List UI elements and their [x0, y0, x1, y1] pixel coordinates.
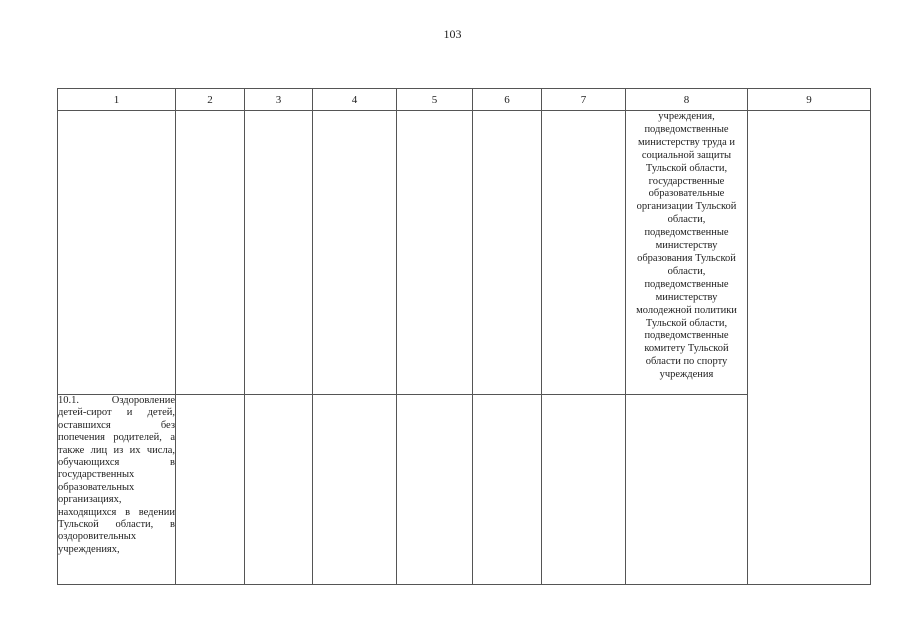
row1-col1: [58, 111, 176, 395]
header-col-9: 9: [748, 89, 871, 111]
header-col-5: 5: [397, 89, 473, 111]
col8-line: области по спорту: [645, 356, 728, 368]
col8-line: области,: [667, 214, 706, 226]
col9-merged-cell: [748, 111, 871, 585]
col8-line: подведомственные: [644, 227, 729, 239]
row1-col3: [245, 111, 313, 395]
row1-col2: [176, 111, 245, 395]
col8-line: молодежной политики: [636, 304, 737, 316]
col8-line: образования Тульской: [637, 252, 736, 264]
header-col-4: 4: [313, 89, 397, 111]
header-col-8: 8: [626, 89, 748, 111]
row1-col7: [542, 111, 626, 395]
row2-col1-measure-text: 10.1. Оздоровление детей-сирот и детей, оставшихся без попечения родителей, а также лиц из их числа, обучающихся в государственных образовательных организациях, находящихся в ведении Тульской области, в оздоровительных учреждениях,: [58, 395, 176, 585]
header-col-6: 6: [473, 89, 542, 111]
col8-line: учреждения: [659, 369, 714, 381]
table-header-row: [58, 89, 871, 111]
row1-col6: [473, 111, 542, 395]
col8-line: области,: [667, 265, 706, 277]
row2-col7: [542, 395, 626, 585]
col8-line: комитету Тульской: [644, 343, 729, 355]
page-number: 103: [443, 27, 462, 41]
row2-col6: [473, 395, 542, 585]
row1-col8-institutions: [626, 111, 748, 395]
row1-col5: [397, 111, 473, 395]
col8-line: образовательные: [648, 188, 725, 200]
table-row: [58, 111, 871, 395]
header-col-7: 7: [542, 89, 626, 111]
col8-line: учреждения,: [658, 111, 715, 122]
row2-col8: [626, 395, 748, 585]
col8-line: организации Тульской: [636, 201, 737, 213]
col8-line: Тульской области,: [645, 162, 728, 174]
header-col-2: 2: [176, 89, 245, 111]
header-col-3: 3: [245, 89, 313, 111]
row2-col2: [176, 395, 245, 585]
col8-line: Тульской области,: [645, 317, 728, 329]
program-table: [57, 88, 871, 585]
col8-line: подведомственные: [644, 278, 729, 290]
col8-line: социальной защиты: [641, 149, 732, 161]
header-col-1: 1: [58, 89, 176, 111]
row1-col4: [313, 111, 397, 395]
row2-col3: [245, 395, 313, 585]
row2-col5: [397, 395, 473, 585]
col8-line: министерству: [655, 291, 718, 303]
col8-line: министерству: [655, 240, 718, 252]
col8-line: государственные: [648, 175, 725, 187]
row2-col4: [313, 395, 397, 585]
col8-line: подведомственные: [644, 330, 729, 342]
col8-line: подведомственные: [644, 123, 729, 135]
col8-line: министерству труда и: [637, 136, 736, 148]
